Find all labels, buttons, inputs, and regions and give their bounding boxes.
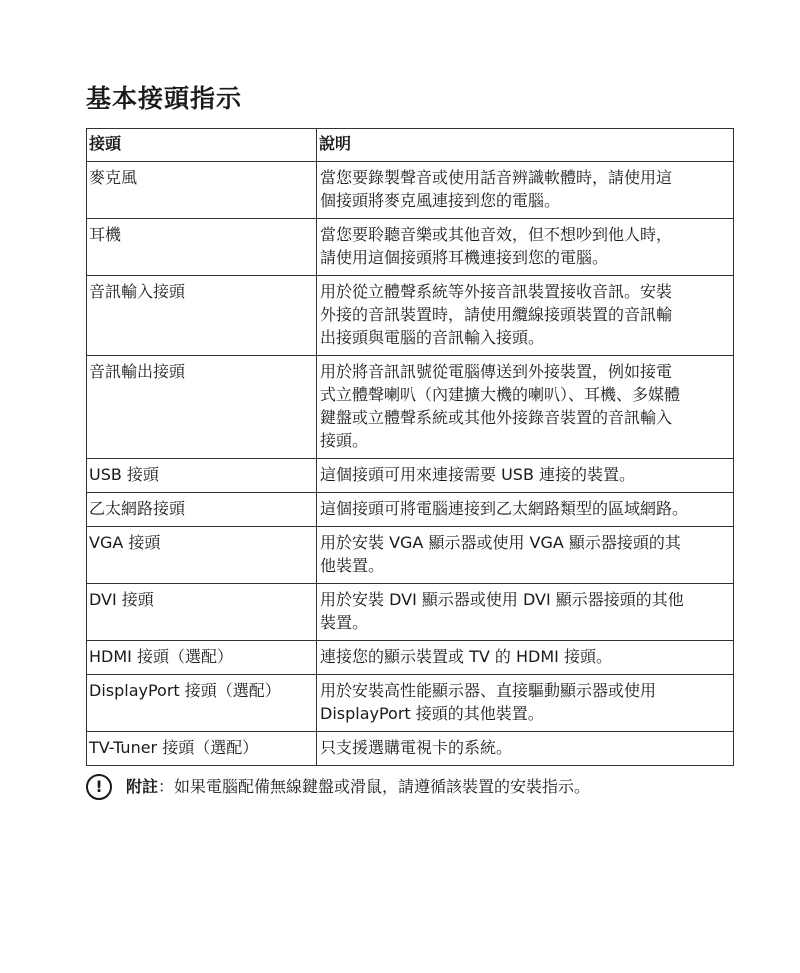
connector-description: 用於從立體聲系統等外接音訊裝置接收音訊。安裝 外接的音訊裝置時，請使用纜線接頭裝置的音訊輸 出接頭與電腦的音訊輸入接頭。: [317, 276, 734, 356]
connector-name: 麥克風: [87, 162, 317, 219]
table-row: [87, 356, 734, 459]
page: [86, 82, 734, 800]
header-connector: 接頭: [87, 129, 317, 162]
note: [86, 774, 734, 800]
connector-description: 當您要錄製聲音或使用話音辨識軟體時，請使用這 個接頭將麥克風連接到您的電腦。: [317, 162, 734, 219]
table-row: [87, 219, 734, 276]
table-row: [87, 276, 734, 356]
connector-description: 用於將音訊訊號從電腦傳送到外接裝置，例如接電 式立體聲喇叭（內建擴大機的喇叭）、耳機、多媒體 鍵盤或立體聲系統或其他外接錄音裝置的音訊輸入 接頭。: [317, 356, 734, 459]
table-row: [87, 527, 734, 584]
connector-description: 用於安裝 DVI 顯示器或使用 DVI 顯示器接頭的其他 裝置。: [317, 584, 734, 641]
connector-table: [86, 128, 734, 766]
table-row: [87, 675, 734, 732]
connector-name: USB 接頭: [87, 459, 317, 493]
connector-name: VGA 接頭: [87, 527, 317, 584]
connector-name: 音訊輸入接頭: [87, 276, 317, 356]
connector-description: 用於安裝 VGA 顯示器或使用 VGA 顯示器接頭的其 他裝置。: [317, 527, 734, 584]
connector-description: 只支援選購電視卡的系統。: [317, 732, 734, 766]
connector-name: TV-Tuner 接頭（選配）: [87, 732, 317, 766]
header-description: 說明: [317, 129, 734, 162]
connector-name: 乙太網路接頭: [87, 493, 317, 527]
connector-description: 用於安裝高性能顯示器、直接驅動顯示器或使用 DisplayPort 接頭的其他裝置。: [317, 675, 734, 732]
connector-name: 耳機: [87, 219, 317, 276]
connector-description: 連接您的顯示裝置或 TV 的 HDMI 接頭。: [317, 641, 734, 675]
connector-description: 這個接頭可將電腦連接到乙太網路類型的區域網路。: [317, 493, 734, 527]
table-row: [87, 162, 734, 219]
exclamation-circle-icon: !: [86, 774, 112, 800]
connector-name: HDMI 接頭（選配）: [87, 641, 317, 675]
table-row: [87, 493, 734, 527]
table-row: [87, 459, 734, 493]
table-row: [87, 732, 734, 766]
table-row: [87, 584, 734, 641]
table-row: [87, 641, 734, 675]
note-separator: ：: [158, 777, 175, 796]
page-title: 基本接頭指示: [86, 84, 243, 113]
connector-name: DisplayPort 接頭（選配）: [87, 675, 317, 732]
table-header-row: [87, 129, 734, 162]
note-label: 附註: [126, 777, 159, 796]
connector-name: 音訊輸出接頭: [87, 356, 317, 459]
connector-name: DVI 接頭: [87, 584, 317, 641]
note-text: 如果電腦配備無線鍵盤或滑鼠，請遵循該裝置的安裝指示。: [174, 777, 591, 796]
connector-description: 這個接頭可用來連接需要 USB 連接的裝置。: [317, 459, 734, 493]
connector-description: 當您要聆聽音樂或其他音效，但不想吵到他人時， 請使用這個接頭將耳機連接到您的電腦。: [317, 219, 734, 276]
